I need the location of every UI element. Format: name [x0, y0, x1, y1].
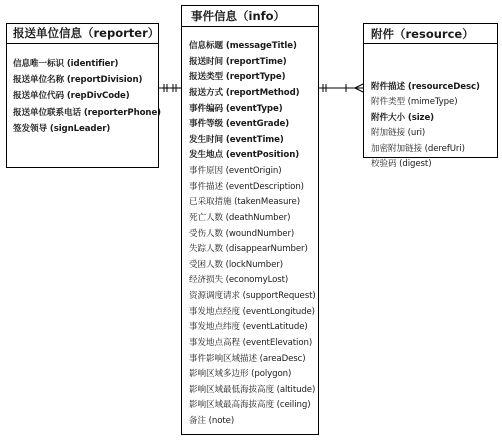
- entity-field: 经济损失 (economyLost): [189, 275, 289, 286]
- entity-field: 附件类型 (mimeType): [371, 97, 458, 108]
- entity-field: 报送单位名称 (reportDivision): [13, 75, 143, 86]
- entity-field: 报送时间 (reportTime): [189, 56, 287, 67]
- entity-field: 事件影响区域描述 (areaDesc): [189, 353, 306, 364]
- entity-field: 信息标题 (messageTitle): [189, 41, 297, 51]
- info-entity-title: 事件信息（info）: [182, 6, 318, 27]
- entity-field: 事发地点高程 (eventElevation): [189, 337, 313, 348]
- entity-field: 事发地点纬度 (eventLatitude): [189, 322, 308, 333]
- entity-field: 报送单位联系电话 (reporterPhone): [13, 107, 161, 118]
- entity-field: 影响区域最低海拔高度 (altitude): [189, 384, 316, 395]
- entity-field: 附件大小 (size): [371, 112, 435, 123]
- entity-field: 报送方式 (reportMethod): [189, 87, 300, 98]
- entity-field: 资源调度请求 (supportRequest): [189, 291, 316, 301]
- entity-field: 附件描述 (resourceDesc): [371, 82, 480, 92]
- entity-field: 事件等级 (eventGrade): [189, 119, 290, 130]
- entity-field: 附加链接 (uri): [371, 128, 426, 139]
- reporter-field-list: [7, 44, 161, 137]
- entity-field: 信息唯一标识 (identifier): [13, 59, 119, 69]
- reporter-entity: [6, 23, 159, 168]
- entity-field: 受困人数 (lockNumber): [189, 259, 283, 270]
- entity-field: 事件描述 (eventDescription): [189, 181, 304, 192]
- entity-field: 报送单位代码 (repDivCode): [13, 91, 130, 102]
- entity-field: 失踪人数 (disappearNumber): [189, 244, 308, 255]
- relation-reporter-info: [159, 84, 181, 92]
- entity-field: 签发领导 (signLeader): [13, 123, 111, 134]
- entity-field: 受伤人数 (woundNumber): [189, 228, 295, 239]
- entity-field: 事件编码 (eventType): [189, 103, 283, 114]
- entity-field: 事件原因 (eventOrigin): [189, 166, 282, 176]
- resource-entity-title: 附件（resource）: [364, 24, 497, 44]
- entity-field: 加密附加链接 (derefUri): [371, 143, 465, 154]
- info-field-list: [182, 27, 318, 430]
- entity-field: 备注 (note): [189, 416, 235, 426]
- entity-field: 已采取措施 (takenMeasure): [189, 197, 300, 208]
- entity-field: 报送类型 (reportType): [189, 72, 286, 83]
- entity-field: 校验码 (digest): [371, 159, 432, 170]
- reporter-entity-title: 报送单位信息（reporter）: [7, 24, 158, 44]
- entity-field: 发生时间 (eventTime): [189, 134, 284, 145]
- info-entity: [181, 5, 319, 435]
- entity-field: 事发地点经度 (eventLongitude): [189, 306, 315, 317]
- resource-field-list: [364, 44, 497, 172]
- entity-field: 发生地点 (eventPosition): [189, 150, 300, 161]
- entity-field: 影响区域多边形 (polygon): [189, 369, 292, 380]
- relation-info-resource: [319, 84, 363, 92]
- resource-entity: [363, 23, 498, 170]
- entity-field: 死亡人数 (deathNumber): [189, 212, 291, 223]
- entity-field: 影响区域最高海拔高度 (ceiling): [189, 400, 311, 411]
